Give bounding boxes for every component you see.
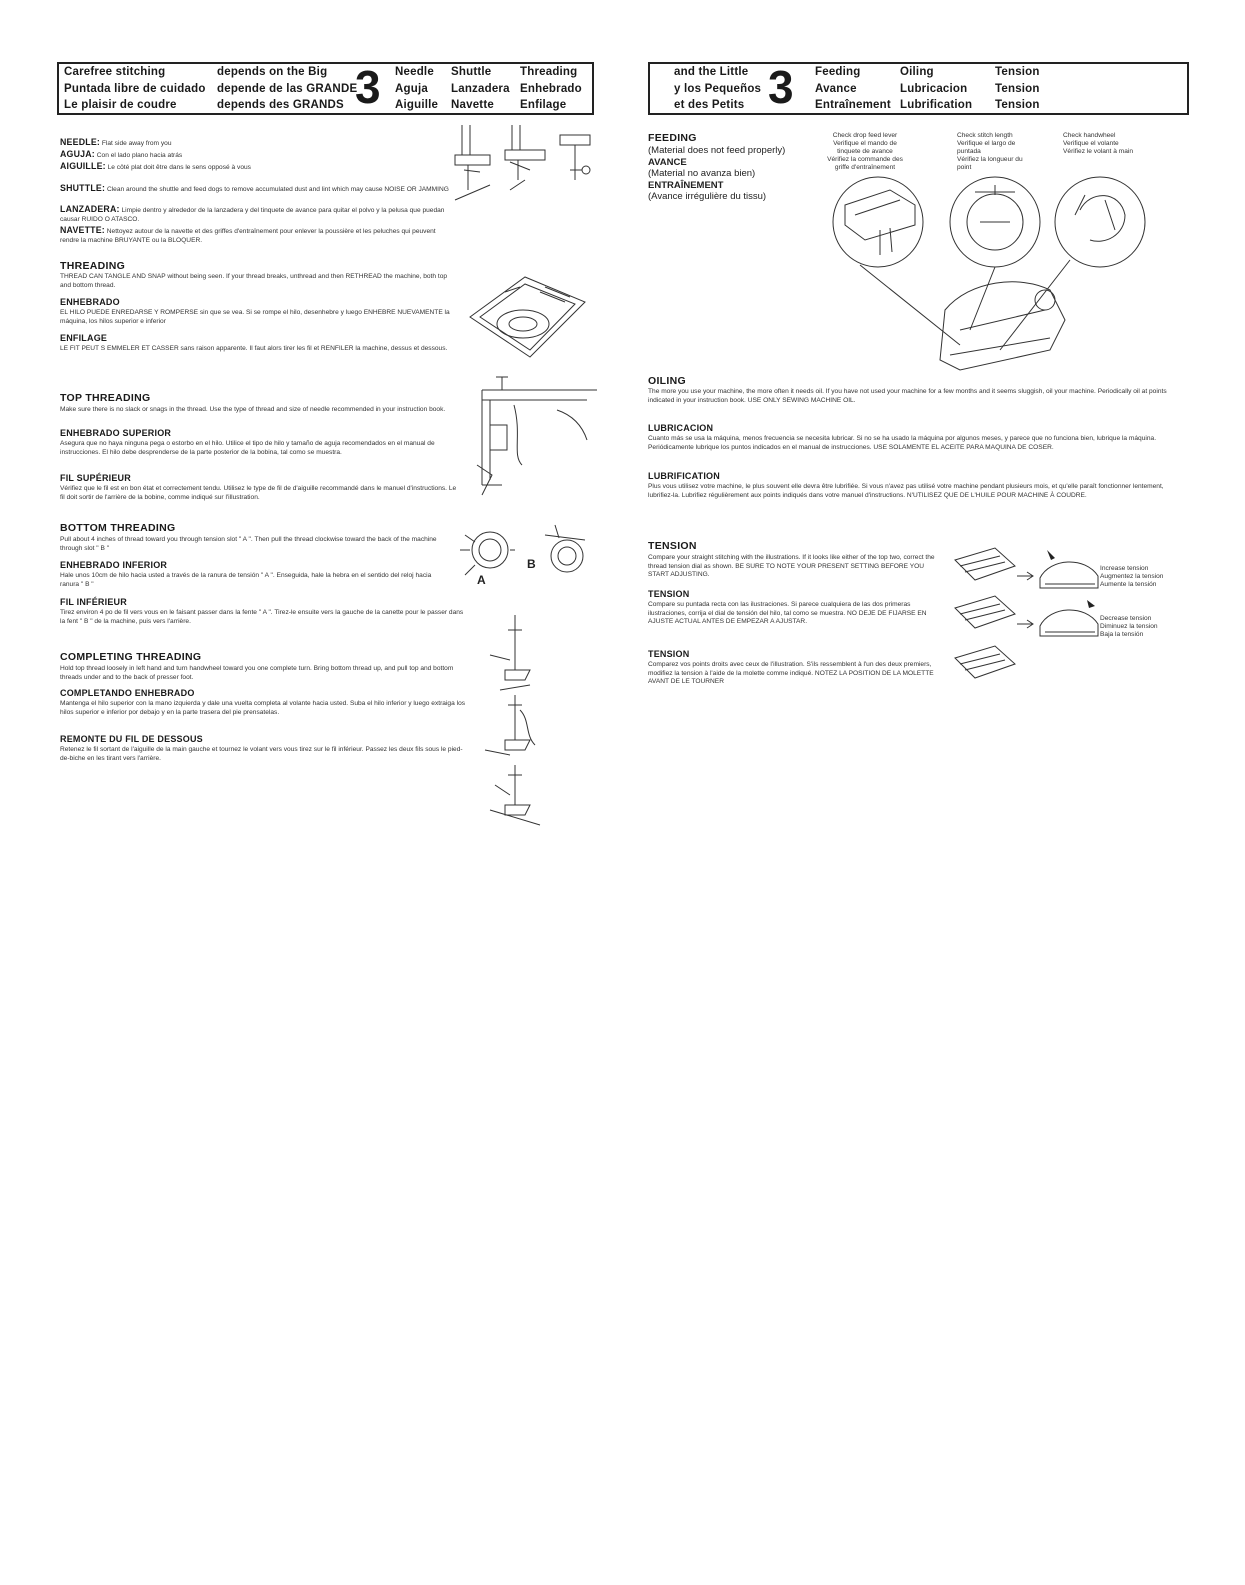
- note-line: Augmentez la tension: [1100, 573, 1164, 580]
- right-header-col3-en: Oiling: [900, 66, 934, 78]
- right-header-col1-es: y los Pequeños: [674, 83, 762, 95]
- note-line: Vérifiez la longueur du: [957, 156, 1023, 163]
- right-header-col1-en: and the Little: [674, 66, 749, 78]
- note-line: Verifique el mando de: [833, 140, 897, 147]
- top-threading-fr-title: FIL SUPÉRIEUR: [60, 473, 131, 483]
- needle-fr-text: Le côté plat doit être dans le sens opposé à vous: [107, 164, 251, 171]
- shuttle-es-text: Limpie dentro y alrededor de la lanzadera y del tinquete de avance para quitar el polvo y la pelusa que puedan causar RUIDO O ATASCO.: [60, 207, 445, 223]
- note-line: Vérifiez la commande des: [827, 156, 903, 163]
- top-threading-es-title: ENHEBRADO SUPERIOR: [60, 428, 172, 438]
- feeding-machine-illustration: [820, 170, 1150, 385]
- completing-illustration: [470, 610, 560, 830]
- left-header-col4-es: Lanzadera: [451, 83, 510, 95]
- note-line: Verifique el volante: [1063, 140, 1119, 147]
- needle-en-label: NEEDLE:: [60, 137, 101, 147]
- note-line: Baja la tensión: [1100, 631, 1144, 638]
- threading-fr-title: ENFILAGE: [60, 333, 108, 343]
- feeding-line: (Avance irrégulière du tissu): [648, 191, 767, 202]
- note-line: Check handwheel: [1063, 132, 1116, 139]
- note-line: Verifique el largo de: [957, 140, 1016, 147]
- needle-illustration: [450, 120, 600, 210]
- bottom-threading-fr-text: Tirez environ 4 po de fil vers vous en le faisant passer dans la fente " A ". Tirez-le ensuite vers la gauche de la canette pour le passer dans la fent " B " de la machine, puis vers l'arrière.: [60, 609, 464, 625]
- bottom-threading-fr-title: FIL INFÉRIEUR: [60, 597, 127, 607]
- note-line: Check stitch length: [957, 132, 1013, 139]
- right-header-number: 3: [768, 61, 794, 113]
- completing-fr-title: REMONTE DU FIL DE DESSOUS: [60, 734, 203, 744]
- bottom-threading-en-title: BOTTOM THREADING: [60, 522, 176, 534]
- needle-fr: [60, 162, 440, 173]
- right-header-col1-fr: et des Petits: [674, 99, 745, 111]
- right-header-col2-en: Feeding: [815, 66, 861, 78]
- threading-fr-text: LE FIT PEUT S EMMELER ET CASSER sans raison apparente. Il faut alors tirer les fil et RENFILER la machine, dessus et dessous.: [60, 345, 448, 352]
- needle-es-label: AGUJA:: [60, 149, 95, 159]
- note-line: Increase tension: [1100, 565, 1149, 572]
- top-threading-illustration: [462, 385, 597, 500]
- note-line: point: [957, 164, 972, 171]
- top-threading-fr-text: Vérifiez que le fil est en bon état et correctement tendu. Utilisez le type de fil de d'aiguille recommandé dans le manuel d'instructions. Le fil doit sortir de l'arrière de la bobine, comme indiqué sur l'illustration.: [60, 485, 457, 501]
- left-header-col2-en: depends on the Big: [217, 66, 328, 78]
- note-line: Check drop feed lever: [832, 132, 898, 139]
- note-line: Diminuez la tension: [1100, 623, 1158, 630]
- shuttle-en-label: SHUTTLE:: [60, 183, 106, 193]
- left-header-col3-es: Aguja: [395, 83, 428, 95]
- shuttle-en-text: Clean around the shuttle and feed dogs to remove accumulated dust and lint which may cause NOISE OR JAMMING: [106, 186, 449, 193]
- note-line: griffe d'entraînement: [834, 164, 896, 171]
- feeding-title: FEEDING: [648, 132, 697, 144]
- right-header-col3-es: Lubricacion: [900, 83, 968, 95]
- feeding-line: (Material no avanza bien): [648, 168, 756, 179]
- right-header-col2-fr: Entraînement: [815, 99, 891, 111]
- threading-es-text: EL HILO PUEDE ENREDARSE Y ROMPERSE sin que se vea. Si se rompe el hilo, desenhebre y luego ENHEBRE NUEVAMENTE la máquina, los hilos superior e inferior: [60, 309, 450, 325]
- tension-decrease-note: [1100, 615, 1195, 639]
- needle-fr-label: AIGUILLE:: [60, 161, 106, 171]
- tension-fr-text: Comparez vos points droits avec ceux de l'illustration. S'ils ressemblent à l'un des deux premiers, modifiez la tension à l'aide de la molette comme indiqué. NOTEZ LA POSITION DE LA MOLETTE AVANT DE LE TOURNER: [648, 661, 934, 686]
- left-header-col4-en: Shuttle: [451, 66, 492, 78]
- slot-a-label: A: [477, 573, 486, 587]
- top-threading-en-title: TOP THREADING: [60, 392, 151, 404]
- left-header-col1-es: Puntada libre de cuidado: [64, 83, 206, 95]
- oiling-fr-text: Plus vous utilisez votre machine, le plus souvent elle devra être lubrifiée. Si vous n'avez pas utilisé votre machine pendant plusieurs mois, et qu'elle paraît fonctionner lentement, lubrifiez-la. Lubrifiez régulièrement aux points indiqués dans votre manuel d'instructions. N'UTILISEZ QUE DE L'HUILE POUR MACHINE À COUDRE.: [648, 483, 1164, 499]
- note-line: Vérifiez le volant à main: [1063, 148, 1134, 155]
- bottom-threading-es-text: Hale unos 10cm de hilo hacia usted a través de la ranura de tensión " A ". Enseguida, hale la hebra en el sentido del reloj hacia ranura " B ": [60, 572, 432, 588]
- shuttle-es: [60, 205, 455, 224]
- note-line: puntada: [957, 148, 981, 155]
- oiling-en-text: The more you use your machine, the more often it needs oil. If you have not used your machine for a few months and it seems sluggish, oil your machine. Periodically oil at points indicated in your instruction book. USE ONLY SEWING MACHINE OIL.: [648, 388, 1167, 404]
- tension-fr-title: TENSION: [648, 649, 690, 659]
- left-header-number: 3: [355, 61, 381, 113]
- threading-es-title: ENHEBRADO: [60, 297, 120, 307]
- bottom-threading-en-text: Pull about 4 inches of thread toward you through tension slot " A ". Then pull the thread clockwise toward the back of the machine through slot " B ": [60, 536, 437, 552]
- tension-en-text: Compare your straight stitching with the illustrations. If it looks like either of the top two, correct the thread tension dial as shown. BE SURE TO NOTE YOUR PRESENT SETTING BEFORE YOU START ADJUSTING.: [648, 554, 935, 579]
- oiling-fr-title: LUBRIFICATION: [648, 471, 720, 481]
- feeding-lines: [648, 145, 785, 203]
- right-header-col4-en: Tension: [995, 66, 1040, 78]
- shuttle-en: [60, 184, 455, 195]
- tension-es-title: TENSION: [648, 589, 690, 599]
- tension-en-title: TENSION: [648, 540, 697, 552]
- completing-es-text: Mantenga el hilo superior con la mano izquierda y dale una vuelta completa al volante hacia usted. Suba el hilo inferior y luego extraiga los hilos superior e inferior por debajo y en la parte trasera del pie prensatelas.: [60, 700, 466, 716]
- feeding-note-handwheel: [1063, 132, 1188, 156]
- feeding-line: (Material does not feed properly): [648, 145, 786, 156]
- left-header-col3-en: Needle: [395, 66, 434, 78]
- bottom-threading-illustration: [455, 520, 595, 590]
- left-header-col5-fr: Enfilage: [520, 99, 567, 111]
- completing-en-text: Hold top thread loosely in left hand and turn handwheel toward you one complete turn. Bring bottom thread up, and pull top and bottom threads under and to the back of presser foot.: [60, 665, 454, 681]
- oiling-es-text: Cuanto más se usa la máquina, menos frecuencia se necesita lubricar. Si no se ha usado la máquina por algunos meses, y parece que no funciona bien, lubrique la máquina. Periódicamente lubrique los puntos indicados en el manual de instrucciones. USE SOLAMENTE EL ACEITE PARA MAQUINA DE COSER.: [648, 435, 1157, 451]
- shuttle-fr-label: NAVETTE:: [60, 225, 105, 235]
- bottom-threading-es-title: ENHEBRADO INFERIOR: [60, 560, 168, 570]
- feeding-note-stitch-length: [957, 132, 1067, 172]
- oiling-en-title: OILING: [648, 375, 686, 387]
- tension-es-text: Compare su puntada recta con las ilustraciones. Si parece cualquiera de las dos primeras ilustraciones, corrija el dial de tensión del hilo, tal como se muestra. NO DEJE DE FIJARSE EN AJUSTE ACTUAL ANTES DE EMPEZAR A AJUSTAR.: [648, 601, 927, 626]
- note-line: Aumente la tensión: [1100, 581, 1157, 588]
- shuttle-es-label: LANZADERA:: [60, 204, 120, 214]
- right-header-col2-es: Avance: [815, 83, 857, 95]
- needle-es-text: Con el lado plano hacia atrás: [96, 152, 183, 159]
- left-header-col3-fr: Aiguille: [395, 99, 439, 111]
- tension-increase-note: [1100, 565, 1195, 589]
- right-header-col4-es: Tension: [995, 83, 1040, 95]
- left-header-col1-en: Carefree stitching: [64, 66, 166, 78]
- right-header-col3-fr: Lubrification: [900, 99, 973, 111]
- shuttle-fr-text: Nettoyez autour de la navette et des griffes d'entraînement pour enlever la poussière et les peluches qui peuvent rendre la machine BRUYANTE ou la BLOQUER.: [60, 228, 436, 244]
- completing-en-title: COMPLETING THREADING: [60, 651, 202, 663]
- left-header-col5-en: Threading: [520, 66, 578, 78]
- right-header-col4-fr: Tension: [995, 99, 1040, 111]
- note-line: tinquete de avance: [837, 148, 893, 155]
- top-threading-en-text: Make sure there is no slack or snags in the thread. Use the type of thread and size of needle recommended in your instruction book.: [60, 406, 446, 413]
- completing-fr-text: Retenez le fil sortant de l'aiguille de la main gauche et tournez le volant vers vous tirez sur le fil inférieur. Passez les deux fils sous le pied-de-biche en les tirant vers l'arrière.: [60, 746, 463, 762]
- shuttle-fr: [60, 226, 455, 245]
- completing-es-title: COMPLETANDO ENHEBRADO: [60, 688, 195, 698]
- oiling-es-title: LUBRICACION: [648, 423, 714, 433]
- tension-illustration: [955, 548, 1100, 708]
- note-line: Decrease tension: [1100, 615, 1152, 622]
- needle-en-text: Flat side away from you: [101, 140, 172, 147]
- shuttle-illustration: [465, 272, 590, 362]
- left-header-col2-es: depende de las GRANDE: [217, 83, 358, 95]
- threading-en-text: THREAD CAN TANGLE AND SNAP without being seen. If your thread breaks, unthread and then RETHREAD the machine, both top and bottom thread.: [60, 273, 448, 289]
- threading-en-title: THREADING: [60, 260, 126, 272]
- feeding-line: AVANCE: [648, 156, 687, 168]
- needle-es: [60, 150, 440, 161]
- left-header-col5-es: Enhebrado: [520, 83, 582, 95]
- feeding-line: ENTRAÎNEMENT: [648, 179, 724, 191]
- needle-en: [60, 138, 440, 149]
- slot-b-label: B: [527, 557, 536, 571]
- left-header-col2-fr: depends des GRANDS: [217, 99, 344, 111]
- top-threading-es-text: Asegura que no haya ninguna pega o estorbo en el hilo. Utilice el tipo de hilo y tamaño de aguja recomendados en el manual de instrucciones. El hilo debe desprenderse de la parte posterior de la bobina, tal como se muestra.: [60, 440, 435, 456]
- feeding-note-drop-feed: [800, 132, 930, 172]
- left-header-col1-fr: Le plaisir de coudre: [64, 99, 177, 111]
- left-header-col4-fr: Navette: [451, 99, 494, 111]
